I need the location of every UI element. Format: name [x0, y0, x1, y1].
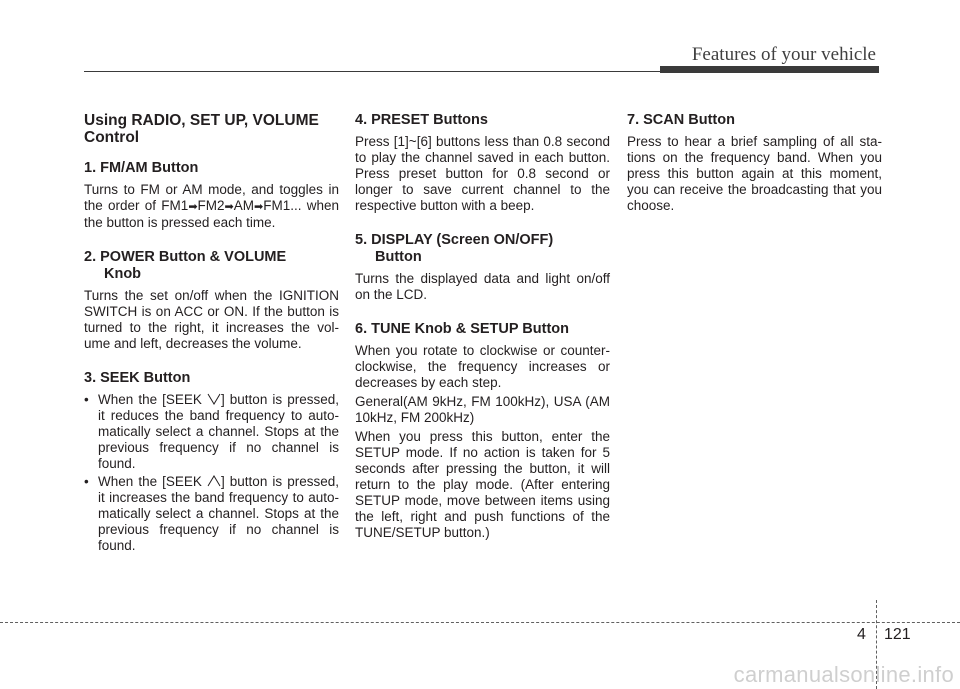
am-label: AM [233, 198, 254, 213]
list-item [84, 392, 339, 472]
section-heading-power-volume [84, 249, 339, 283]
section-text-tune-3: When you press this button, enter the SETUP mode. If no action is taken for 5 seconds after pressing the button, it will return to the play mode. (After entering SETUP mode, move between items using the left, right and push functions of the TUNE/SETUP button.) [355, 429, 610, 540]
column-1 [84, 112, 339, 556]
fm2-label: FM2 [197, 198, 225, 213]
display-heading-line2: Button [375, 249, 422, 265]
section-heading-tune-setup: 6. TUNE Knob & SETUP Button [355, 321, 570, 337]
section-text-scan: Press to hear a brief sampling of all sta-tions on the frequency band. When you press this button again at this moment, you can receive the broadcasting that you choose. [627, 134, 882, 213]
seek-down-caret-icon [207, 393, 221, 405]
section-text-preset: Press [1]~[6] buttons less than 0.8 second to play the channel saved in each button. Press preset button for 0.8 second or longer to save current channel to the respective button with a beep. [355, 134, 610, 213]
bullet-icon: • [84, 392, 89, 407]
seek-bullet-list [84, 392, 339, 554]
page-header-title: Features of your vehicle [691, 44, 876, 65]
arrow-right-icon: ➡ [254, 201, 264, 213]
seek-down-text-start: When the [SEEK [98, 392, 202, 407]
section-heading-display [355, 232, 610, 266]
section-heading-fm-am: 1. FM/AM Button [84, 160, 199, 176]
fm-am-text-start: Turns to FM or AM mode, and toggles in the order of FM1 [84, 182, 339, 213]
section-text-fm-am [84, 182, 339, 231]
section-text-display: Turns the displayed data and light on/off on the LCD. [355, 271, 610, 302]
main-heading: Using RADIO, SET UP, VOLUME Control [84, 112, 319, 146]
column-2 [355, 112, 610, 559]
seek-up-text-end: ] button is pressed, it increases the band frequency to auto-matically select a channel. Stops at the previous frequency if no channel is found. [98, 474, 339, 553]
section-text-tune-1: When you rotate to clockwise or counter-clockwise, the frequency increases or decreases by each step. [355, 343, 610, 390]
watermark-text: carmanualsonline.info [733, 662, 954, 687]
display-heading-line1: 5. DISPLAY (Screen ON/OFF) [355, 232, 554, 248]
arrow-right-icon: ➡ [188, 201, 198, 213]
page-number: 121 [884, 626, 911, 643]
header-rule [84, 71, 879, 72]
power-volume-heading-line1: 2. POWER Button & VOLUME [84, 249, 287, 265]
seek-up-text-start: When the [SEEK [98, 474, 202, 489]
section-text-tune-2: General(AM 9kHz, FM 100kHz), USA (AM 10kHz, FM 200kHz) [355, 394, 610, 425]
column-3 [627, 112, 882, 232]
footer-dashed-rule [0, 622, 960, 623]
section-heading-seek: 3. SEEK Button [84, 370, 191, 386]
arrow-right-icon: ➡ [224, 201, 234, 213]
power-volume-heading-line2: Knob [104, 266, 142, 282]
bullet-icon: • [84, 474, 89, 489]
seek-up-caret-icon [207, 475, 221, 487]
list-item [84, 474, 339, 554]
chapter-number: 4 [857, 626, 866, 643]
seek-down-text-end: ] button is pressed, it reduces the band frequency to auto-matically select a channel. Stops at the previous frequency if no channel is found. [98, 392, 339, 471]
section-heading-scan: 7. SCAN Button [627, 112, 735, 128]
section-text-power-volume: Turns the set on/off when the IGNITION SWITCH is on ACC or ON. If the button is turned to the right, it increases the vol-ume and left, decreases the volume. [84, 288, 339, 351]
fm-am-text-end: FM1... when the button is pressed each time. [84, 198, 339, 230]
section-heading-preset: 4. PRESET Buttons [355, 112, 488, 128]
